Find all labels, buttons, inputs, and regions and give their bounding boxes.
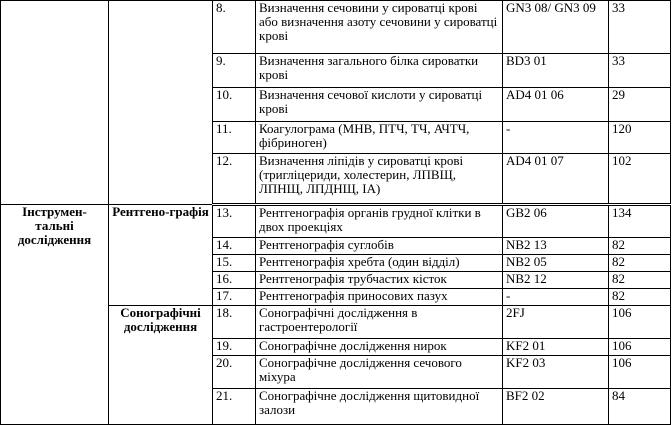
service-name: Рентгенографія приносових пазух xyxy=(256,289,503,306)
service-name: Визначення ліпідів у сироватці крові (тригліцериди, холестерин, ЛПВЩ, ЛПНЩ, ЛПДНЩ, ІА) xyxy=(256,154,503,205)
service-value: 106 xyxy=(609,356,671,389)
row-number: 21. xyxy=(213,389,256,425)
service-code: - xyxy=(503,122,609,154)
row-number: 19. xyxy=(213,339,256,356)
row-number: 13. xyxy=(213,205,256,238)
service-name: Рентгенографія трубчастих кісток xyxy=(256,272,503,289)
service-code: BD3 01 xyxy=(503,54,609,88)
row-number: 20. xyxy=(213,356,256,389)
service-code: AD4 01 07 xyxy=(503,154,609,205)
service-name: Рентгенографія суглобів xyxy=(256,238,503,255)
service-value: 33 xyxy=(609,54,671,88)
table-row xyxy=(1,1,671,54)
service-value: 33 xyxy=(609,1,671,54)
service-name: Сонографічне дослідження щитовидної залози xyxy=(256,389,503,425)
service-name: Визначення загального білка сироватки крові xyxy=(256,54,503,88)
category-label: Інструмен-тальні дослідження xyxy=(1,205,109,425)
service-name: Рентгенографія хребта (один відділ) xyxy=(256,255,503,272)
service-value: 82 xyxy=(609,289,671,306)
service-value: 84 xyxy=(609,389,671,425)
row-number: 18. xyxy=(213,306,256,339)
row-number: 12. xyxy=(213,154,256,205)
blank-category-cell xyxy=(1,1,109,205)
service-code: - xyxy=(503,289,609,306)
service-value: 102 xyxy=(609,154,671,205)
service-value: 82 xyxy=(609,272,671,289)
service-value: 82 xyxy=(609,238,671,255)
service-code: AD4 01 06 xyxy=(503,88,609,122)
service-name: Визначення сечовини у сироватці крові або визначення азоту сечовини у сироватці крові xyxy=(256,1,503,54)
service-value: 106 xyxy=(609,339,671,356)
service-name: Сонографічне дослідження сечового міхура xyxy=(256,356,503,389)
service-value: 106 xyxy=(609,306,671,339)
service-name: Коагулограма (МНВ, ПТЧ, ТЧ, АЧТЧ, фібриноген) xyxy=(256,122,503,154)
service-code: 2FJ xyxy=(503,306,609,339)
row-number: 14. xyxy=(213,238,256,255)
service-name: Сонографічні дослідження в гастроентерології xyxy=(256,306,503,339)
service-code: KF2 03 xyxy=(503,356,609,389)
row-number: 9. xyxy=(213,54,256,88)
service-value: 29 xyxy=(609,88,671,122)
service-code: KF2 01 xyxy=(503,339,609,356)
service-value: 82 xyxy=(609,255,671,272)
service-code: NB2 05 xyxy=(503,255,609,272)
row-number: 17. xyxy=(213,289,256,306)
row-number: 11. xyxy=(213,122,256,154)
service-code: NB2 12 xyxy=(503,272,609,289)
service-name: Рентгенографія органів грудної клітки в двох проекціях xyxy=(256,205,503,238)
subcategory-label-xray: Рентгено-графія xyxy=(109,205,213,306)
row-number: 10. xyxy=(213,88,256,122)
service-name: Сонографічне дослідження нирок xyxy=(256,339,503,356)
table-row xyxy=(1,205,671,238)
subcategory-label-sono: Сонографічні дослідження xyxy=(109,306,213,425)
service-code: BF2 02 xyxy=(503,389,609,425)
service-value: 134 xyxy=(609,205,671,238)
service-code: GB2 06 xyxy=(503,205,609,238)
row-number: 8. xyxy=(213,1,256,54)
blank-subcategory-cell xyxy=(109,1,213,205)
service-code: NB2 13 xyxy=(503,238,609,255)
row-number: 15. xyxy=(213,255,256,272)
row-number: 16. xyxy=(213,272,256,289)
service-code: GN3 08/ GN3 09 xyxy=(503,1,609,54)
service-value: 120 xyxy=(609,122,671,154)
service-name: Визначення сечової кислоти у сироватці крові xyxy=(256,88,503,122)
